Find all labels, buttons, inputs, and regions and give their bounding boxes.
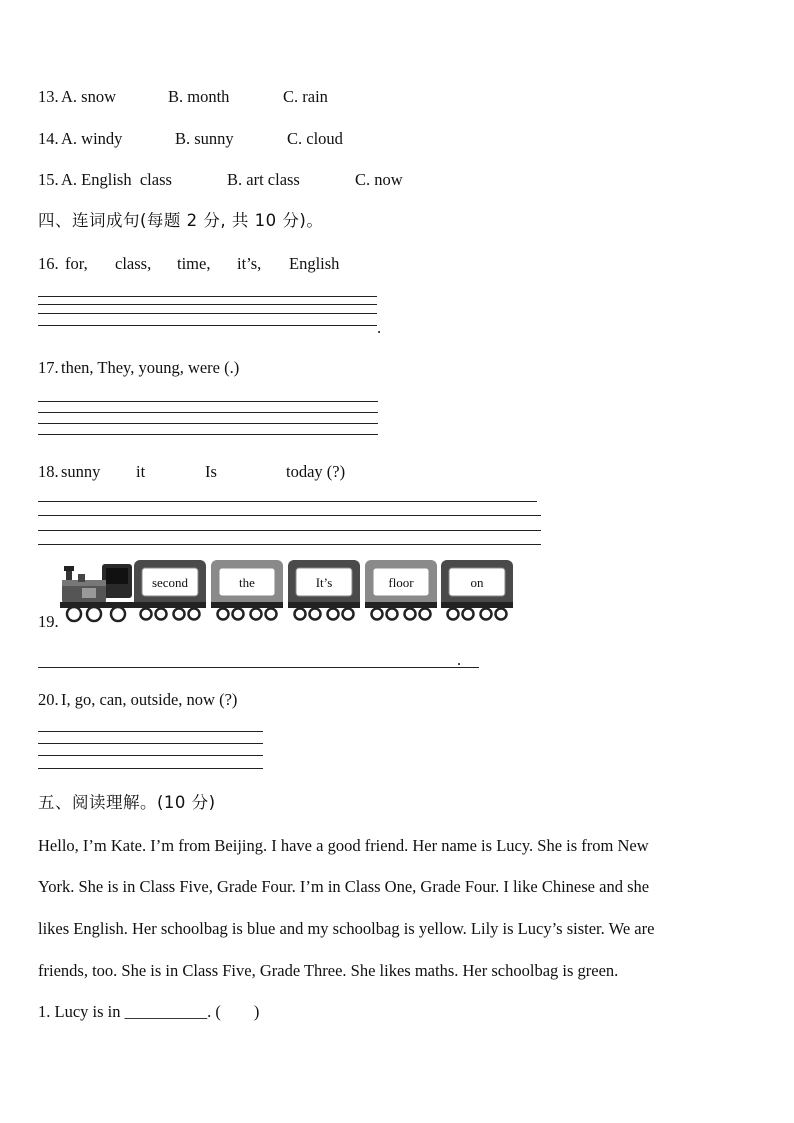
answer-line[interactable] <box>38 325 377 326</box>
train-picture <box>60 556 520 633</box>
q14-number: 14. <box>38 129 59 148</box>
q15-option-a: A. English class <box>61 170 172 189</box>
q19-end-mark: . <box>457 650 462 669</box>
question-prefix: 1. Lucy is in <box>38 1002 125 1021</box>
answer-line[interactable] <box>38 423 378 424</box>
car-word: It’s <box>315 575 333 590</box>
q16-word: it’s, <box>237 254 262 273</box>
q20-number: 20. <box>38 690 59 709</box>
train-illustration <box>60 556 520 628</box>
q18-word: it <box>136 462 146 481</box>
answer-line[interactable] <box>38 434 378 435</box>
train-car <box>365 560 437 620</box>
question-suffix: . ( ) <box>207 1002 260 1021</box>
answer-line[interactable] <box>38 667 479 668</box>
passage-line: friends, too. She is in Class Five, Grade Three. She likes maths. Her schoolbag is green. <box>38 961 619 980</box>
section-5-heading: 五、阅读理解。(10 分) <box>38 793 216 812</box>
answer-line[interactable] <box>38 515 541 516</box>
train-car <box>441 560 513 620</box>
q16-end-mark: . <box>377 318 382 337</box>
q14-option-a: A. windy <box>61 129 123 148</box>
q16-word: class, <box>115 254 152 273</box>
q16-word: English <box>289 254 340 273</box>
q14-option-c: C. cloud <box>287 129 343 148</box>
q18-number: 18. <box>38 462 59 481</box>
q17-number: 17. <box>38 358 59 377</box>
answer-line[interactable] <box>38 755 263 756</box>
answer-line[interactable] <box>38 401 378 402</box>
q18-word: Is <box>205 462 217 481</box>
q15-option-b: B. art class <box>227 170 300 189</box>
q15-option-c: C. now <box>355 170 403 189</box>
q19-number: 19. <box>38 612 59 631</box>
q13-number: 13. <box>38 87 59 106</box>
train-car <box>211 560 283 620</box>
car-word: floor <box>388 575 414 590</box>
car-word: on <box>470 575 484 590</box>
answer-line[interactable] <box>38 544 541 545</box>
answer-line[interactable] <box>38 530 541 531</box>
passage-line: York. She is in Class Five, Grade Four. I’m in Class One, Grade Four. I like Chinese and she <box>38 877 650 896</box>
train-car <box>134 560 206 620</box>
q16-word: for, <box>65 254 88 273</box>
answer-line[interactable] <box>38 304 377 305</box>
train-car <box>288 560 360 620</box>
answer-line[interactable] <box>38 412 378 413</box>
q13-option-c: C. rain <box>283 87 328 106</box>
section-4-heading: 四、连词成句(每题 2 分, 共 10 分)。 <box>38 211 324 230</box>
car-word: the <box>239 575 255 590</box>
answer-blank[interactable]: __________ <box>124 1002 208 1021</box>
answer-line[interactable] <box>38 313 377 314</box>
answer-line[interactable] <box>38 296 377 297</box>
locomotive-icon <box>60 564 134 621</box>
passage-line: Hello, I’m Kate. I’m from Beijing. I have a good friend. Her name is Lucy. She is from New <box>38 836 649 855</box>
reading-question-1 <box>38 1004 259 1021</box>
q20-words: I, go, can, outside, now (?) <box>61 690 238 709</box>
q14-option-b: B. sunny <box>175 129 234 148</box>
passage-line: likes English. Her schoolbag is blue and my schoolbag is yellow. Lily is Lucy’s sister. We are <box>38 919 655 938</box>
answer-line[interactable] <box>38 743 263 744</box>
answer-line[interactable] <box>38 501 537 502</box>
answer-line[interactable] <box>38 731 263 732</box>
q17-words: then, They, young, were (.) <box>61 358 240 377</box>
q13-option-a: A. snow <box>61 87 117 106</box>
q18-word: today (?) <box>286 462 346 481</box>
q16-number: 16. <box>38 254 59 273</box>
q15-number: 15. <box>38 170 59 189</box>
car-word: second <box>151 575 189 590</box>
q16-word: time, <box>177 254 211 273</box>
q13-option-b: B. month <box>168 87 230 106</box>
answer-line[interactable] <box>38 768 263 769</box>
q18-word: sunny <box>61 462 101 481</box>
